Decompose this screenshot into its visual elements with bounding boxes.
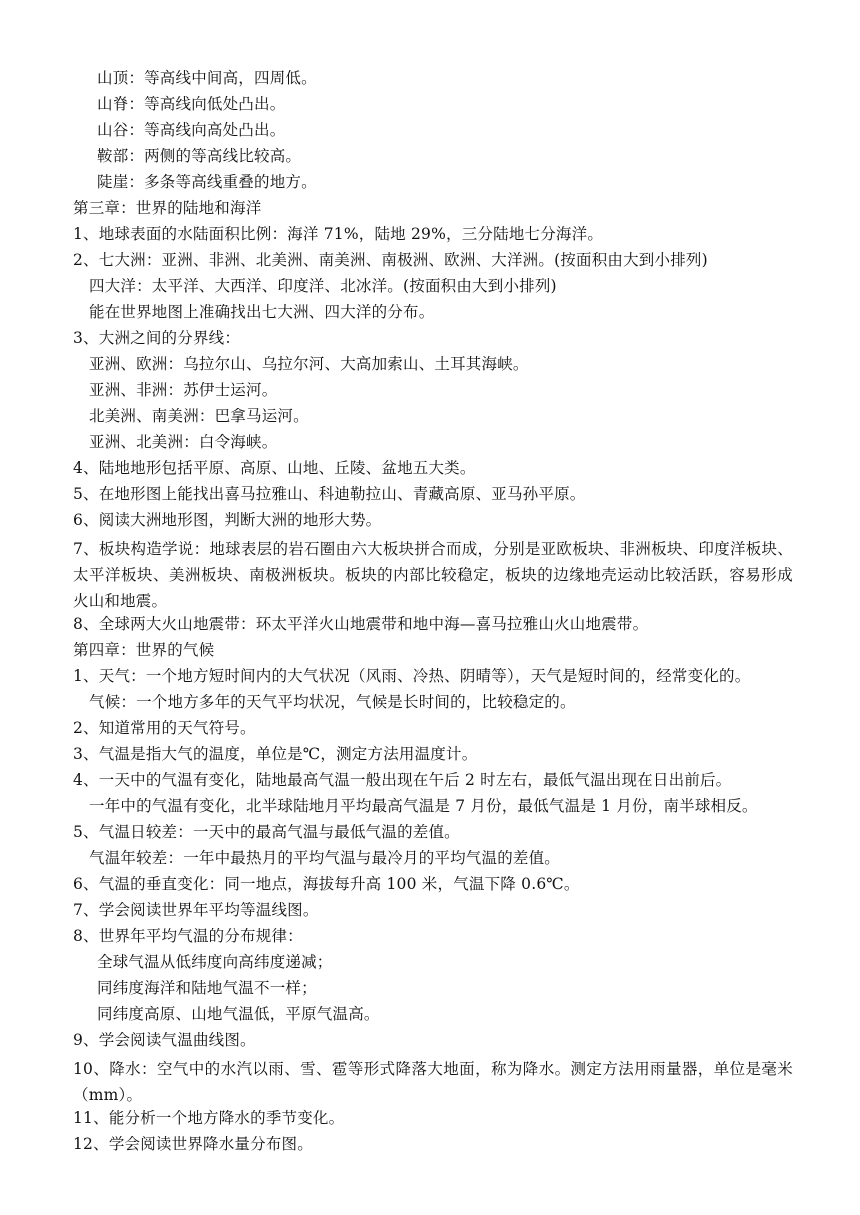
text-line-3-8: 8、全球两大火山地震带：环太平洋火山地震带和地中海—喜马拉雅山火山地震带。 <box>73 615 649 633</box>
text-line-4-11: 11、能分析一个地方降水的季节变化。 <box>73 1109 345 1127</box>
text-line-4-12: 12、学会阅读世界降水量分布图。 <box>73 1135 313 1153</box>
text-line-4-2: 2、知道常用的天气符号。 <box>73 719 256 737</box>
text-line-asia-africa: 亚洲、非洲：苏伊士运河。 <box>89 381 278 399</box>
text-line-4-7: 7、学会阅读世界年平均等温线图。 <box>73 901 319 919</box>
text-line-asia-europe: 亚洲、欧洲：乌拉尔山、乌拉尔河、大高加索山、土耳其海峡。 <box>89 355 529 373</box>
text-line-map-locate: 能在世界地图上准确找出七大洲、四大洋的分布。 <box>89 303 435 321</box>
text-line-4-6: 6、气温的垂直变化：同一地点，海拔每升高 100 米，气温下降 0.6℃。 <box>73 875 580 893</box>
text-line-4-1: 1、天气：一个地方短时间内的大气状况（风雨、冷热、阴晴等），天气是短时间的，经常变化的。 <box>73 667 751 685</box>
chapter-3-heading: 第三章：世界的陆地和海洋 <box>73 199 262 217</box>
text-line-rule-1: 全球气温从低纬度向高纬度递减； <box>97 953 333 971</box>
text-line-asia-namerica: 亚洲、北美洲：白令海峡。 <box>89 433 278 451</box>
text-paragraph-3-7: 7、板块构造学说：地球表层的岩石圈由六大板块拼合而成，分别是亚欧板块、非洲板块、印度洋板块、太平洋板块、美洲板块、南极洲板块。板块的内部比较稳定，板块的边缘地壳运动比较活跃，容易形成火山和地震。 <box>73 540 793 610</box>
text-line-climate: 气候：一个地方多年的天气平均状况，气候是长时间的，比较稳定的。 <box>89 693 576 711</box>
text-line-4-5: 5、气温日较差：一天中的最高气温与最低气温的差值。 <box>73 823 460 841</box>
text-line-rule-3: 同纬度高原、山地气温低，平原气温高。 <box>97 1005 380 1023</box>
text-line-cliff: 陡崖：多条等高线重叠的地方。 <box>97 173 317 191</box>
text-line-4-9: 9、学会阅读气温曲线图。 <box>73 1031 256 1049</box>
text-line-3-3: 3、大洲之间的分界线： <box>73 329 241 347</box>
text-line-4-8: 8、世界年平均气温的分布规律： <box>73 927 303 945</box>
text-line-4-4: 4、一天中的气温有变化，陆地最高气温一般出现在午后 2 时左右，最低气温出现在日出前后。 <box>73 771 732 789</box>
text-line-summit: 山顶：等高线中间高，四周低。 <box>97 69 317 87</box>
text-line-americas: 北美洲、南美洲：巴拿马运河。 <box>89 407 309 425</box>
text-line-3-2: 2、七大洲：亚洲、非洲、北美洲、南美洲、南极洲、欧洲、大洋洲。(按面积由大到小排列) <box>73 251 708 269</box>
text-line-3-5: 5、在地形图上能找出喜马拉雅山、科迪勒拉山、青藏高原、亚马孙平原。 <box>73 485 586 503</box>
text-line-valley: 山谷：等高线向高处凸出。 <box>97 121 286 139</box>
text-line-ridge: 山脊：等高线向低处凸出。 <box>97 95 286 113</box>
text-line-3-6: 6、阅读大洲地形图，判断大洲的地形大势。 <box>73 511 382 529</box>
text-line-annual-temp: 一年中的气温有变化，北半球陆地月平均最高气温是 7 月份，最低气温是 1 月份，南半球相反。 <box>89 797 758 815</box>
text-line-rule-2: 同纬度海洋和陆地气温不一样； <box>97 979 317 997</box>
text-line-4-3: 3、气温是指大气的温度，单位是℃，测定方法用温度计。 <box>73 745 478 763</box>
text-line-saddle: 鞍部：两侧的等高线比较高。 <box>97 147 302 165</box>
chapter-4-heading: 第四章：世界的气候 <box>73 641 215 659</box>
text-line-3-1: 1、地球表面的水陆面积比例：海洋 71%，陆地 29%，三分陆地七分海洋。 <box>73 225 604 243</box>
text-line-oceans: 四大洋：太平洋、大西洋、印度洋、北冰洋。(按面积由大到小排列) <box>89 277 557 295</box>
text-line-annual-range: 气温年较差：一年中最热月的平均气温与最冷月的平均气温的差值。 <box>89 849 561 867</box>
text-line-3-4: 4、陆地地形包括平原、高原、山地、丘陵、盆地五大类。 <box>73 459 476 477</box>
text-paragraph-4-10: 10、降水：空气中的水汽以雨、雪、雹等形式降落大地面，称为降水。测定方法用雨量器，单位是毫米（mm）。 <box>73 1060 793 1104</box>
